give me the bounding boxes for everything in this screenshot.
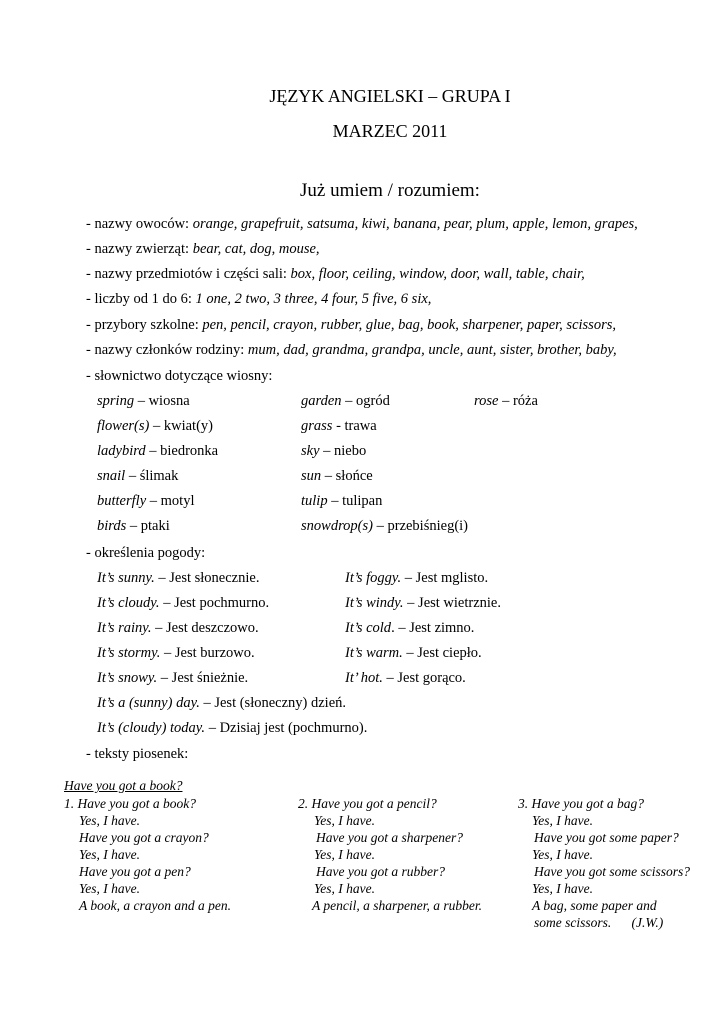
song-line: Yes, I have. bbox=[79, 847, 140, 862]
topic-school-supplies: - przybory szkolne: pen, pencil, crayon, rubber, glue, bag, book, sharpener, paper, scissors, bbox=[86, 317, 616, 333]
song-line: Yes, I have. bbox=[79, 813, 140, 828]
vocab-item: tulip – tulipan bbox=[301, 493, 383, 509]
vocab-item: ladybird – biedronka bbox=[97, 443, 219, 459]
song-column-2 bbox=[298, 795, 482, 914]
vocab-item: snail – ślimak bbox=[97, 468, 179, 484]
song-column-1 bbox=[64, 795, 231, 914]
section-heading: Już umiem / rozumiem: bbox=[300, 180, 480, 201]
song-line: Have you got a crayon? bbox=[79, 830, 209, 845]
topic-family: - nazwy członków rodziny: mum, dad, grandma, grandpa, uncle, aunt, sister, brother, baby, bbox=[86, 342, 617, 358]
song-line: Have you got a pen? bbox=[79, 864, 191, 879]
song-line: Have you got some paper? bbox=[534, 830, 679, 845]
song-line: 2. Have you got a pencil? bbox=[298, 796, 437, 811]
song-line: Have you got a rubber? bbox=[316, 864, 445, 879]
vocab-item: birds – ptaki bbox=[97, 518, 170, 534]
song-line: Yes, I have. bbox=[532, 881, 593, 896]
song-line: Yes, I have. bbox=[314, 813, 375, 828]
vocab-item: snowdrop(s) – przebiśnieg(i) bbox=[301, 518, 469, 534]
song-line: Yes, I have. bbox=[532, 813, 593, 828]
topic-animals: - nazwy zwierząt: bear, cat, dog, mouse, bbox=[86, 241, 320, 257]
weather-item: It’s snowy. – Jest śnieżnie. bbox=[97, 670, 249, 686]
vocab-item: sky – niebo bbox=[301, 443, 367, 459]
song-line: Yes, I have. bbox=[314, 847, 375, 862]
weather-item: It’ hot. – Jest gorąco. bbox=[345, 670, 466, 686]
song-line: some scissors. (J.W.) bbox=[534, 915, 664, 930]
weather-heading: - określenia pogody: bbox=[86, 545, 206, 561]
song-line: A book, a crayon and a pen. bbox=[79, 898, 231, 913]
weather-item: It’s a (sunny) day. – Jest (słoneczny) dzień. bbox=[97, 695, 347, 711]
song-line: A bag, some paper and bbox=[532, 898, 657, 913]
weather-item: It’s cloudy. – Jest pochmurno. bbox=[97, 595, 270, 611]
weather-item: It’s sunny. – Jest słonecznie. bbox=[97, 570, 260, 586]
song-line: Yes, I have. bbox=[79, 881, 140, 896]
topic-fruits: - nazwy owoców: orange, grapefruit, satsuma, kiwi, banana, pear, plum, apple, lemon, grapes, bbox=[86, 216, 638, 232]
song-title: Have you got a book? bbox=[64, 778, 183, 793]
topic-spring: - słownictwo dotyczące wiosny: bbox=[86, 368, 273, 384]
vocab-item: grass - trawa bbox=[301, 418, 377, 434]
vocab-item: butterfly – motyl bbox=[97, 493, 195, 509]
vocab-item: flower(s) – kwiat(y) bbox=[97, 418, 213, 434]
song-line: Yes, I have. bbox=[532, 847, 593, 862]
weather-item: It’s stormy. – Jest burzowo. bbox=[97, 645, 255, 661]
page-title: JĘZYK ANGIELSKI – GRUPA I bbox=[269, 86, 511, 106]
weather-item: It’s rainy. – Jest deszczowo. bbox=[97, 620, 259, 636]
weather-item: It’s windy. – Jest wietrznie. bbox=[345, 595, 501, 611]
song-column-3 bbox=[518, 795, 690, 931]
vocab-item: garden – ogród bbox=[301, 393, 390, 409]
topic-classroom: - nazwy przedmiotów i części sali: box, floor, ceiling, window, door, wall, table, chair, bbox=[86, 266, 585, 282]
songs-heading: - teksty piosenek: bbox=[86, 746, 189, 762]
topic-numbers: - liczby od 1 do 6: 1 one, 2 two, 3 three, 4 four, 5 five, 6 six, bbox=[86, 291, 432, 307]
weather-item: It’s foggy. – Jest mglisto. bbox=[345, 570, 489, 586]
vocab-item: rose – róża bbox=[474, 393, 538, 409]
vocab-item: spring – wiosna bbox=[97, 393, 190, 409]
song-line: Yes, I have. bbox=[314, 881, 375, 896]
weather-item: It’s warm. – Jest ciepło. bbox=[345, 645, 482, 661]
song-line: Have you got some scissors? bbox=[534, 864, 690, 879]
song-line: A pencil, a sharpener, a rubber. bbox=[312, 898, 482, 913]
song-line: 3. Have you got a bag? bbox=[518, 796, 644, 811]
weather-item: It’s cold. – Jest zimno. bbox=[345, 620, 475, 636]
weather-item: It’s (cloudy) today. – Dzisiaj jest (pochmurno). bbox=[97, 720, 368, 736]
vocab-item: sun – słońce bbox=[301, 468, 373, 484]
song-line: Have you got a sharpener? bbox=[316, 830, 463, 845]
page-date: MARZEC 2011 bbox=[332, 121, 448, 141]
song-line: 1. Have you got a book? bbox=[64, 796, 196, 811]
